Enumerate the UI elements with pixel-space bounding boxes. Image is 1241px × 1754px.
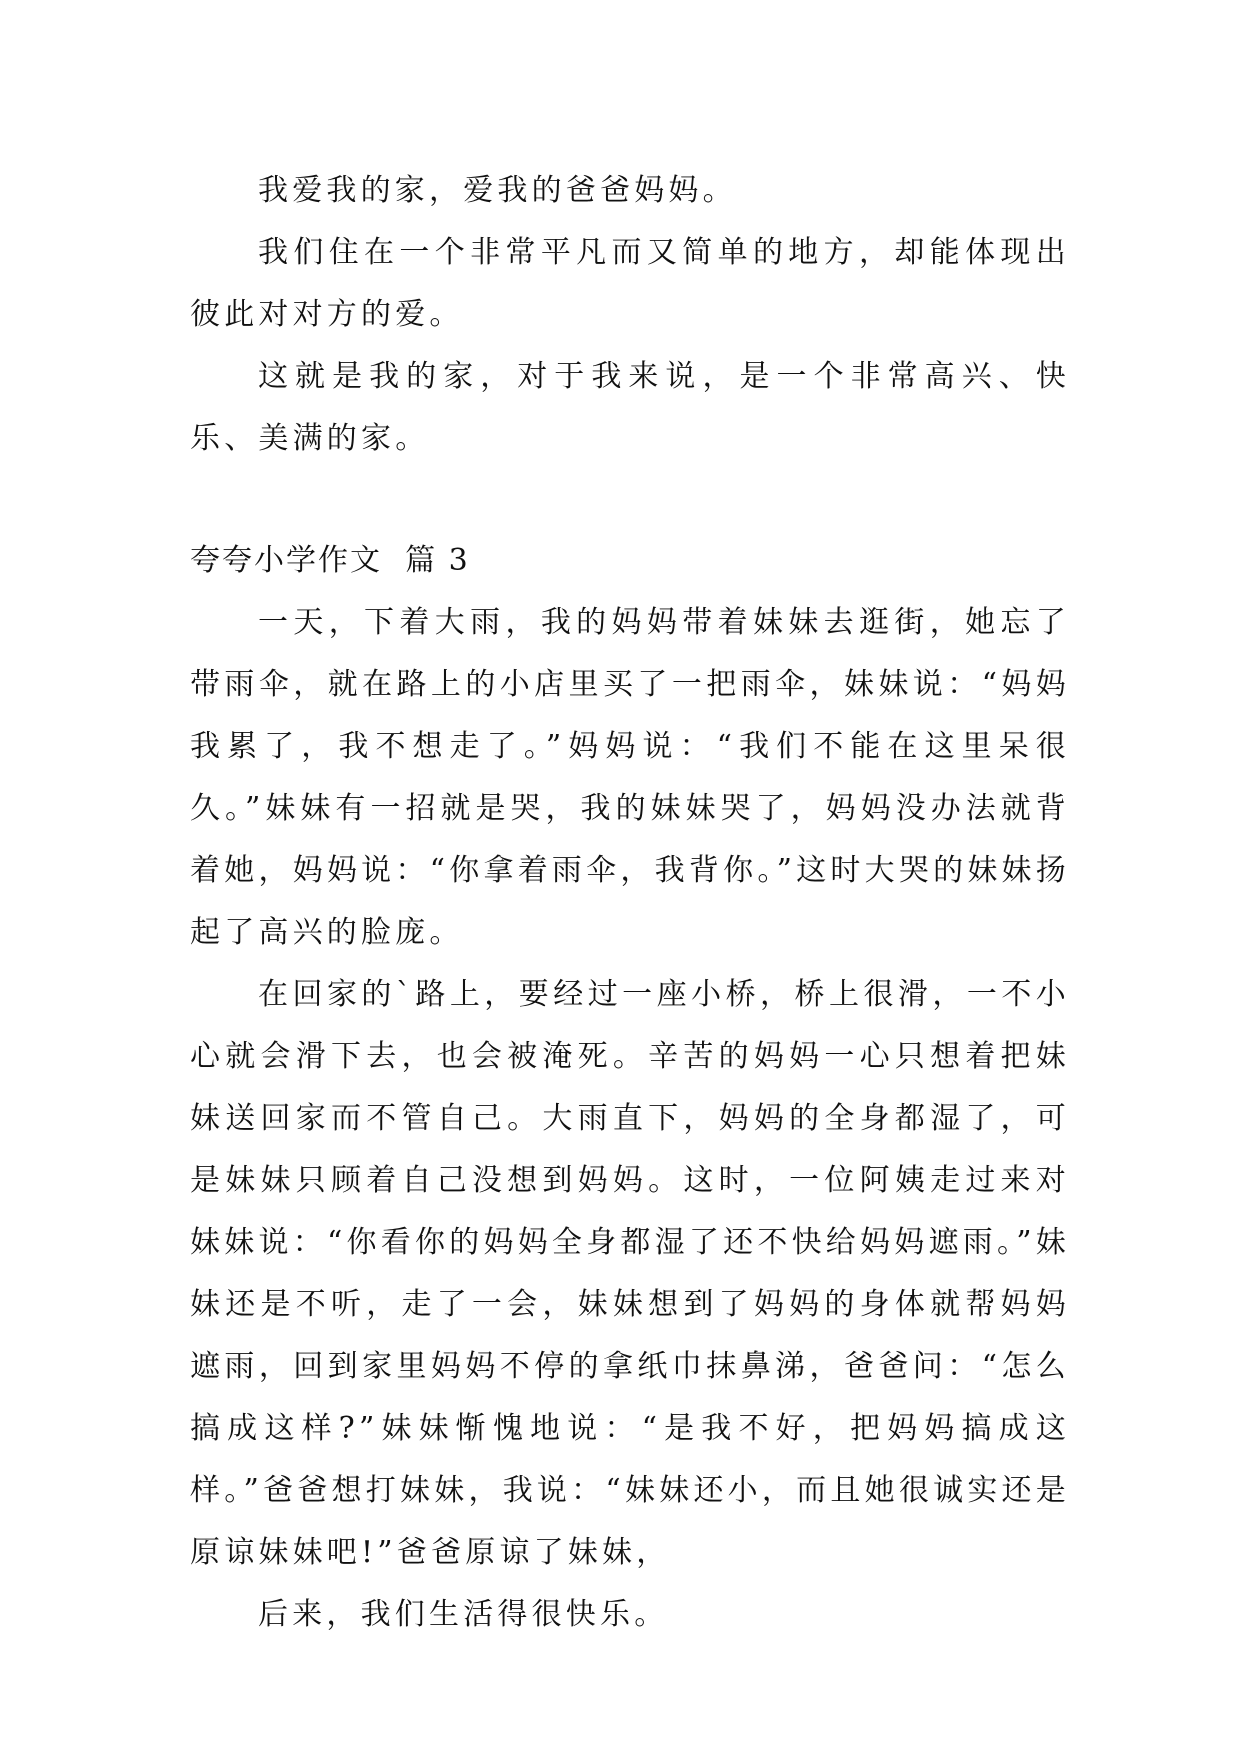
- paragraph: 这就是我的家，对于我来说，是一个非常高兴、快乐、美满的家。: [190, 359, 1070, 456]
- section-heading: 夸夸小学作文 篇 3: [190, 543, 470, 578]
- paragraph: 在回家的`路上，要经过一座小桥，桥上很滑，一不小心就会滑下去，也会被淹死。辛苦的妈妈一心只想着把妹妹送回家而不管自己。大雨直下，妈妈的全身都湿了，可是妹妹只顾着自己没想到妈妈。这时，一位阿姨走过来对妹妹说：“你看你的妈妈全身都湿了还不快给妈妈遮雨。”妹妹还是不听，走了一会，妹妹想到了妈妈的身体就帮妈妈遮雨，回到家里妈妈不停的拿纸巾抹鼻涕，爸爸问：“怎么搞成这样?”妹妹惭愧地说：“是我不好，把妈妈搞成这样。”爸爸想打妹妹，我说：“妹妹还小，而且她很诚实还是原谅妹妹吧!”爸爸原谅了妹妹，: [190, 977, 1070, 1570]
- paragraph: 一天，下着大雨，我的妈妈带着妹妹去逛街，她忘了带雨伞，就在路上的小店里买了一把雨伞，妹妹说：“妈妈我累了，我不想走了。”妈妈说：“我们不能在这里呆很久。”妹妹有一招就是哭，我的妹妹哭了，妈妈没办法就背着她，妈妈说：“你拿着雨伞，我背你。”这时大哭的妹妹扬起了高兴的脸庞。: [190, 605, 1070, 950]
- paragraph: 我爱我的家，爱我的爸爸妈妈。: [258, 173, 737, 208]
- document-page: [190, 160, 1070, 1646]
- paragraph: 后来，我们生活得很快乐。: [258, 1597, 669, 1632]
- paragraph: 我们住在一个非常平凡而又简单的地方，却能体现出彼此对对方的爱。: [190, 235, 1070, 332]
